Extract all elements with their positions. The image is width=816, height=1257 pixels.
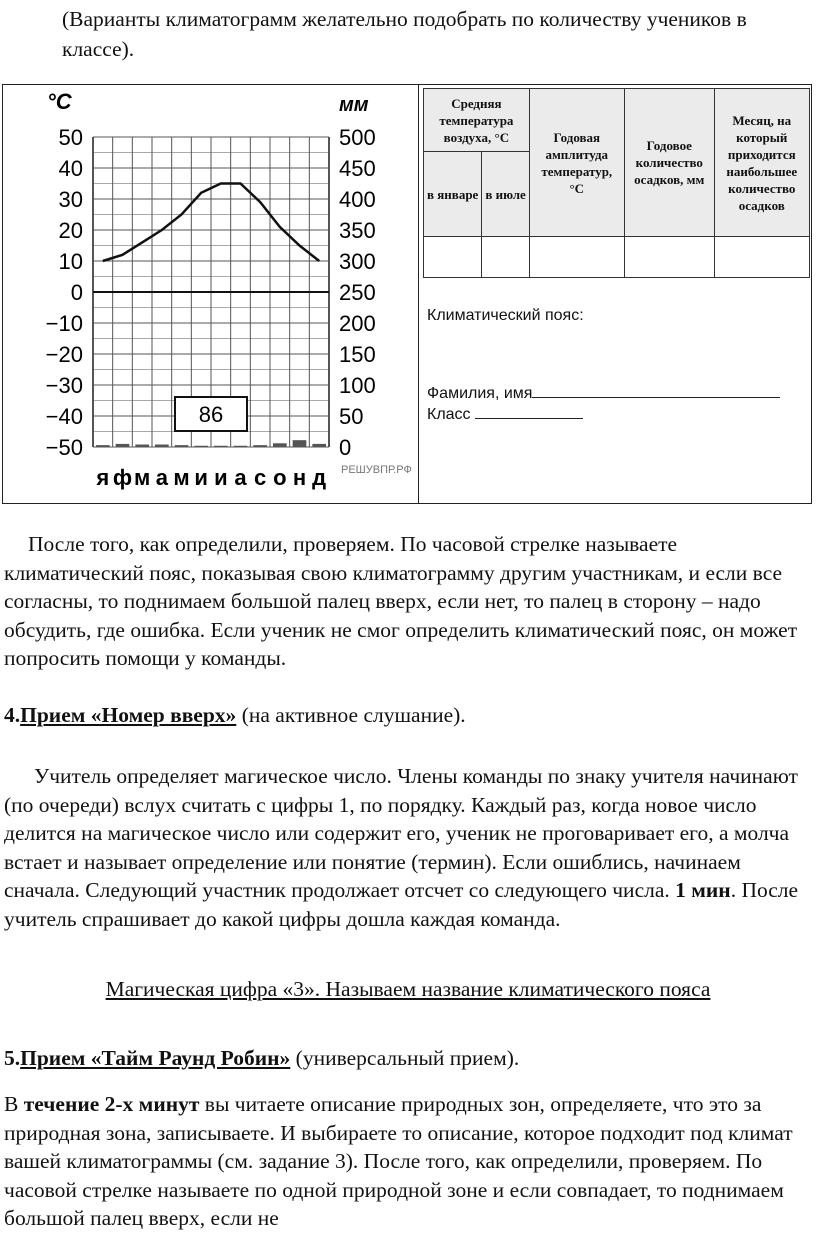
- p2-tail: . После учитель спрашивает до какой цифры дошла каждая команда.: [4, 878, 799, 931]
- col-max-month: Месяц, на который приходится наибольшее количество осадков: [714, 89, 809, 237]
- y-right-tick-label: 0: [339, 435, 352, 460]
- month-label: и: [214, 465, 228, 490]
- section-5-heading: [4, 1044, 812, 1073]
- cell-annual-precip[interactable]: [624, 237, 714, 278]
- section-5-number: 5.: [4, 1046, 21, 1070]
- paragraph-magic-number: [4, 762, 812, 933]
- class-label: Класс: [427, 406, 471, 423]
- p3-start: В: [4, 1092, 24, 1116]
- y-tick-label: −40: [45, 404, 83, 429]
- y-right-tick-label: 500: [339, 125, 376, 150]
- y-right-axis-label: мм: [339, 94, 369, 116]
- month-label: м: [134, 465, 151, 490]
- precipitation-bar: [234, 446, 248, 447]
- month-label: а: [155, 465, 168, 490]
- belt-label: Климатический пояс:: [427, 307, 584, 324]
- precipitation-bar: [273, 443, 287, 447]
- magic-digit-line: [4, 975, 812, 1004]
- y-right-tick-label: 250: [339, 280, 376, 305]
- cell-max-month[interactable]: [714, 237, 809, 278]
- box-divider: [418, 85, 419, 503]
- precipitation-bar: [214, 446, 228, 447]
- y-right-tick-label: 50: [339, 404, 364, 429]
- cell-amplitude[interactable]: [529, 237, 624, 278]
- climatogram-chart: [7, 89, 417, 501]
- y-tick-label: 20: [58, 218, 83, 243]
- precipitation-bar: [293, 440, 307, 447]
- name-label: Фамилия, имя: [427, 385, 533, 402]
- y-right-tick-label: 100: [339, 373, 376, 398]
- col-avg-temp: Средняя температура воздуха, °С: [424, 89, 530, 152]
- month-label: а: [234, 465, 247, 490]
- y-tick-label: 30: [58, 187, 83, 212]
- y-right-tick-label: 350: [339, 218, 376, 243]
- climate-table: [423, 88, 810, 278]
- name-line[interactable]: [532, 383, 780, 398]
- y-tick-label: −10: [45, 311, 83, 336]
- climatogram-box: [2, 84, 812, 504]
- y-right-tick-label: 450: [339, 156, 376, 181]
- col-annual-precip: Годовое количество осадков, мм: [624, 89, 714, 237]
- p3-bold: течение 2-х минут: [23, 1092, 200, 1116]
- paragraph-check: После того, как определили, проверяем. По часовой стрелке называете климатический пояс, показывая свою климатограмму другим участникам, и если все согласны, то поднимаем большой палец вверх, если нет, то палец в сторону – надо обсудить, где ошибка. Если ученик не смог определить климатический пояс, он может попросить помощи у команды.: [4, 532, 798, 670]
- month-label: д: [312, 465, 327, 490]
- p2-bold: 1 мин: [675, 878, 731, 902]
- class-line[interactable]: [475, 404, 583, 419]
- section-4-note: (на активное слушание).: [236, 703, 466, 727]
- cell-jul[interactable]: [482, 237, 529, 278]
- month-label: я: [96, 465, 110, 490]
- cell-jan[interactable]: [424, 237, 482, 278]
- y-tick-label: 40: [58, 156, 83, 181]
- y-right-tick-label: 300: [339, 249, 376, 274]
- y-tick-label: −20: [45, 342, 83, 367]
- section-5-note: (универсальный прием).: [290, 1046, 520, 1070]
- watermark-text: РЕШУВПР.РФ: [341, 464, 412, 476]
- month-label: ф: [112, 465, 133, 490]
- y-tick-label: −30: [45, 373, 83, 398]
- magic-digit-text: Магическая цифра «3». Называем название климатического пояса: [105, 977, 711, 1001]
- precipitation-bar: [253, 445, 267, 447]
- y-tick-label: 10: [58, 249, 83, 274]
- p3-text: вы читаете описание природных зон, определяете, что это за природная зона, записываете. И выбираете то описание, которое подходит под климат вашей климатограммы (см. задание 3). После того, как определили, проверяем. По часовой стрелке называете по одной природной зоне и если совпадает, то поднимаем большой палец вверх, если не: [4, 1092, 793, 1230]
- month-label: м: [173, 465, 190, 490]
- y-tick-label: 0: [70, 280, 83, 305]
- y-axis-label: °C: [47, 89, 72, 114]
- col-amplitude: Годовая амплитуда температур, °С: [529, 89, 624, 237]
- precipitation-bar: [116, 444, 130, 447]
- section-4-number: 4.: [4, 703, 21, 727]
- precipitation-bar: [135, 445, 149, 447]
- intro-text: (Варианты климатограмм желательно подобрать по количеству учеников в классе).: [62, 7, 747, 61]
- precipitation-bar: [96, 445, 110, 447]
- section-4-title: Прием «Номер вверх»: [20, 703, 237, 727]
- y-right-tick-label: 400: [339, 187, 376, 212]
- y-right-tick-label: 200: [339, 311, 376, 336]
- month-label: о: [273, 465, 287, 490]
- y-tick-label: 50: [58, 125, 83, 150]
- precipitation-bar: [175, 445, 189, 447]
- paragraph-time-round-robin: [4, 1090, 812, 1233]
- month-label: н: [292, 465, 307, 490]
- section-4-heading: [4, 701, 812, 730]
- precipitation-bar: [312, 444, 326, 447]
- y-right-tick-label: 150: [339, 342, 376, 367]
- month-label: и: [194, 465, 208, 490]
- col-jul: в июле: [482, 152, 529, 237]
- precipitation-bar: [194, 446, 208, 447]
- col-jan: в январе: [424, 152, 482, 237]
- section-5-title: Прием «Тайм Раунд Робин»: [20, 1046, 291, 1070]
- student-form: [427, 383, 780, 425]
- month-label: с: [254, 465, 267, 490]
- annual-precip-label: 86: [198, 402, 224, 427]
- p2-text: Учитель определяет магическое число. Члены команды по знаку учителя начинают (по очереди) вслух считать с цифры 1, по порядку. Каждый раз, когда новое число делится на магическое число или содержит его, ученик не проговаривает его, а молча встает и называет определение или понятие (термин). Если ошиблись, начинаем сначала. Следующий участник продолжает отсчет со следующего числа.: [4, 764, 798, 902]
- y-tick-label: −50: [45, 435, 83, 460]
- precipitation-bar: [155, 445, 169, 447]
